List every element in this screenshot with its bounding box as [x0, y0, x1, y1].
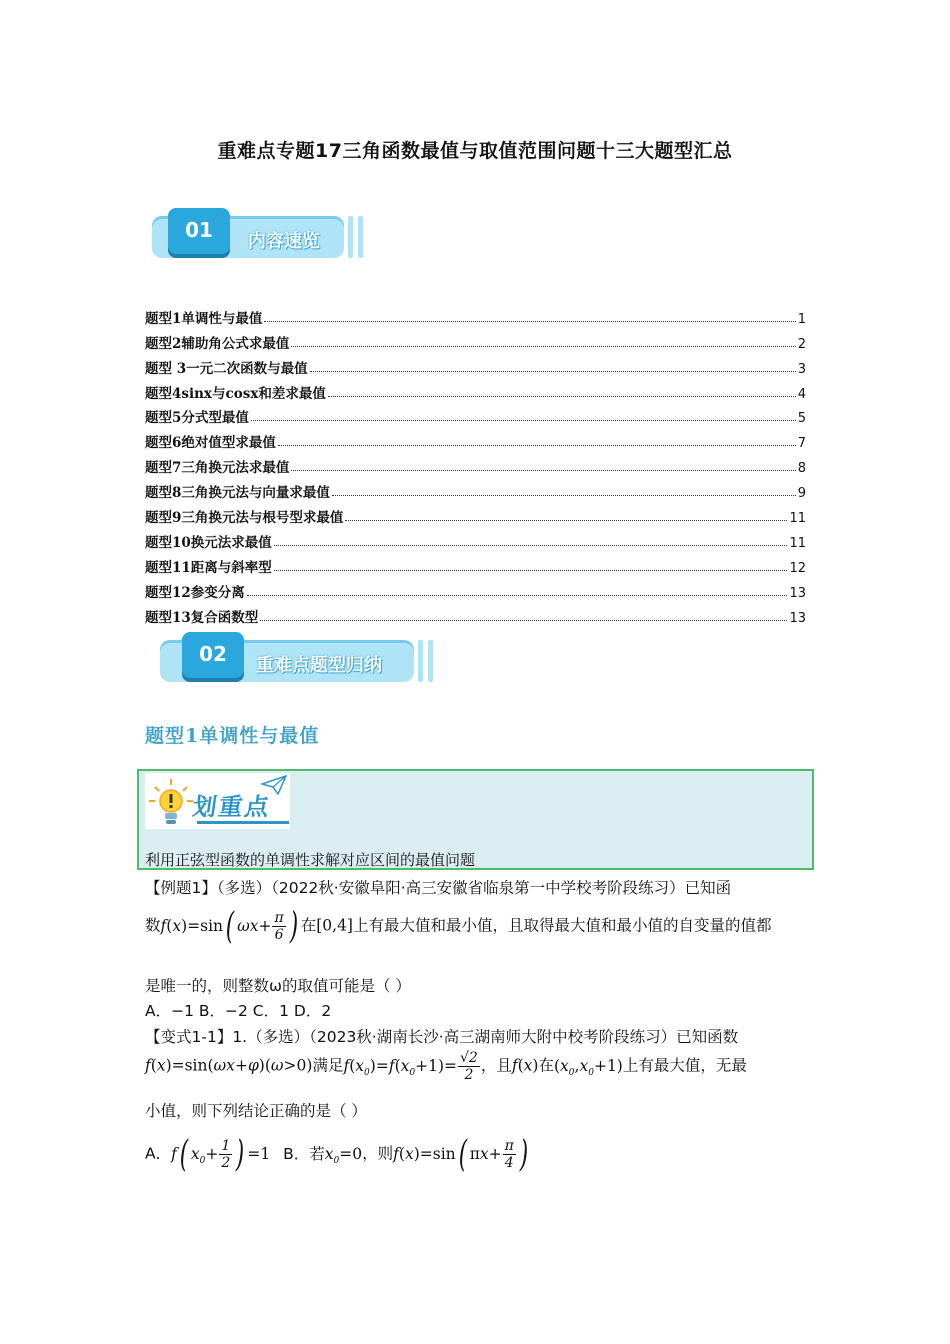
toc-entry[interactable]: 题型6绝对值型求最值 7	[145, 435, 806, 452]
toc-entry[interactable]: 题型10换元法求最值 11	[145, 534, 806, 551]
banner-label: 重难点题型归纳	[256, 655, 382, 676]
keypoint-box	[137, 769, 814, 870]
page-title: 重难点专题17三角函数最值与取值范围问题十三大题型汇总	[217, 140, 733, 162]
section-banner-contents	[152, 208, 372, 258]
example-1-line3: 是唯一的，则整数ω的取值可能是（ ）	[145, 977, 411, 995]
keypoint-text: 利用正弦型函数的单调性求解对应区间的最值问题	[145, 851, 476, 869]
lightbulb-icon	[147, 777, 195, 827]
option-a-formula: f( $x_0+$ $\frac{1}{2}$ ) =1	[171, 1134, 271, 1175]
example-1-options: A．−1 B．−2 C．1 D．2	[145, 1002, 332, 1020]
section-heading: 题型1单调性与最值	[145, 725, 320, 747]
function-formula: f(x)=sin( ωx+ $\frac{\pi}{6}$ )	[160, 906, 298, 947]
keypoint-logo-text: 划重点	[190, 793, 273, 821]
variant-1-1-line2: f(x)=sin(ωx+φ)(ω>0)满足$f(x_0)=f(x_0+1)=$ $\frac{√2}{2}$ ，且f(x)在$(x_0,x_0+1)$上有最大值，无最	[145, 1050, 747, 1084]
toc-entry[interactable]: 题型1单调性与最值 1	[145, 310, 806, 327]
interval: [0,4]	[316, 916, 353, 935]
toc-entry[interactable]: 题型4sinx与cosx和差求最值 4	[145, 385, 806, 402]
condition-formula: $f(x_0)=f(x_0+1)=$ $\frac{√2}{2}$	[343, 1050, 478, 1084]
variant-1-1-options: A．f( $x_0+$ $\frac{1}{2}$ ) =1 B．若$x_0=0$，则f(x)=sin( πx+ $\frac{\pi}{4}$ )	[145, 1134, 531, 1175]
banner-number: 01	[168, 208, 230, 254]
toc-entry[interactable]: 题型5分式型最值 5	[145, 410, 806, 427]
section-banner-types	[160, 632, 445, 682]
function-formula: f(x)=sin(ωx+φ)(ω>0)	[145, 1056, 313, 1075]
toc-entry[interactable]: 题型9三角换元法与根号型求最值 11	[145, 510, 806, 527]
keypoint-logo	[145, 773, 290, 829]
toc-entry[interactable]: 题型8三角换元法与向量求最值 9	[145, 485, 806, 502]
interval: $(x_0,x_0+1)$	[553, 1056, 623, 1078]
banner-number: 02	[182, 632, 244, 678]
table-of-contents	[145, 302, 806, 626]
variant-1-1-line1: 【变式1-1】1.（多选）（2023秋·湖南长沙·高三湖南师大附中校考阶段练习）已知函数	[145, 1028, 739, 1046]
banner-label: 内容速览	[248, 231, 320, 252]
toc-entry[interactable]: 题型 3一元二次函数与最值 3	[145, 360, 806, 377]
option-b-formula: f(x)=sin( πx+ $\frac{\pi}{4}$ )	[393, 1134, 529, 1175]
toc-entry[interactable]: 题型11距离与斜率型 12	[145, 559, 806, 576]
toc-entry[interactable]: 题型12参变分离 13	[145, 584, 806, 601]
example-1-line1: 【例题1】（多选）（2022秋·安徽阜阳·高三安徽省临泉第一中学校考阶段练习）已知函	[145, 879, 732, 897]
toc-entry[interactable]: 题型7三角换元法求最值 8	[145, 460, 806, 477]
toc-entry[interactable]: 题型13复合函数型 13	[145, 609, 806, 626]
paper-plane-icon	[261, 775, 287, 795]
toc-entry[interactable]: 题型2辅助角公式求最值 2	[145, 335, 806, 352]
example-1-line2: 数f(x)=sin( ωx+ $\frac{\pi}{6}$ ) 在[0,4]上有最大值和最小值，且取得最大值和最小值的自变量的值都	[145, 906, 772, 947]
variant-1-1-line3: 小值，则下列结论正确的是（ ）	[145, 1102, 367, 1120]
